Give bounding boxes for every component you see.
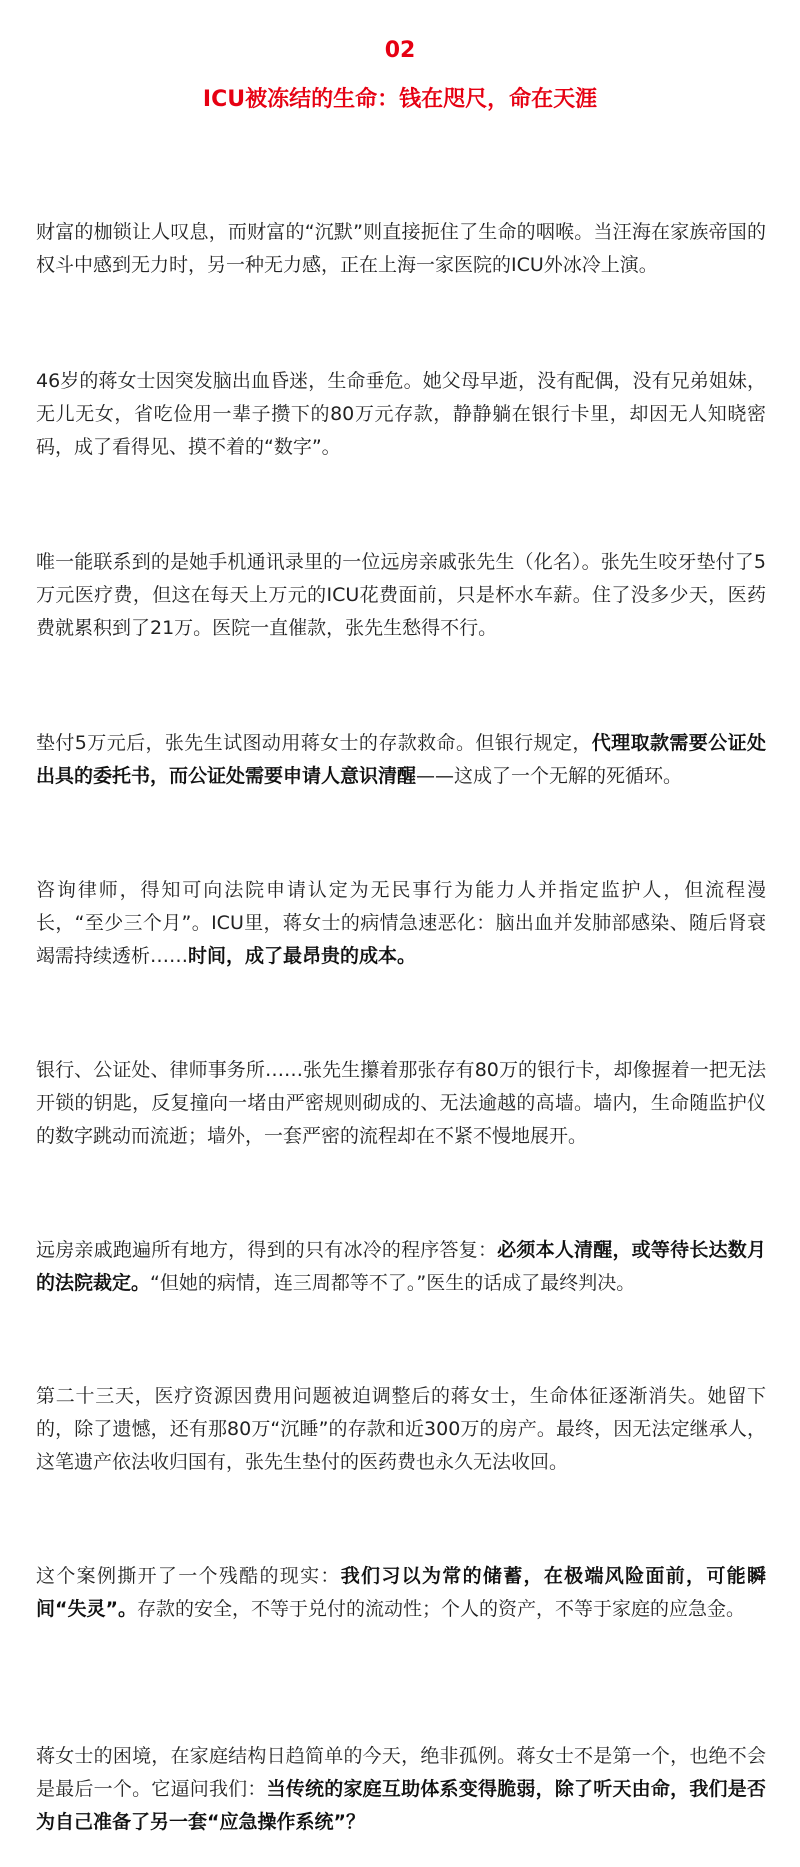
section-title: ICU被冻结的生命：钱在咫尺，命在天涯: [202, 87, 598, 112]
paragraph-text: 存款的安全，不等于兑付的流动性；个人的资产，不等于家庭的应急金。: [136, 1598, 745, 1620]
paragraph-text: 46岁的蒋女士因突发脑出血昏迷，生命垂危。她父母早逝，没有配偶，没有兄弟姐妹，无儿无女，省吃俭用一辈子攒下的80万元存款，静静躺在银行卡里，却因无人知晓密码，成了看得见、摸不着的“数字”。: [36, 370, 766, 458]
paragraph-6: [36, 1054, 766, 1153]
bold-emphasis-text: 时间，成了最昂贵的成本。: [188, 945, 417, 967]
paragraph-9: [36, 1560, 766, 1626]
paragraph-5: [36, 874, 766, 973]
paragraph-text: 咨询律师，得知可向法院申请认定为无民事行为能力人并指定监护人，但流程漫长，“至少三个月”。ICU里，蒋女士的病情急速恶化：脑出血并发肺部感染、随后肾衰竭需持续透析……: [36, 879, 766, 967]
paragraph-text: 唯一能联系到的是她手机通讯录里的一位远房亲戚张先生（化名）。张先生咬牙垫付了5万元医疗费，但这在每天上万元的ICU花费面前，只是杯水车薪。住了没多少天，医药费就累积到了21万。医院一直催款，张先生愁得不行。: [36, 551, 766, 639]
paragraph-3: [36, 546, 766, 645]
paragraph-text: 财富的枷锁让人叹息，而财富的“沉默”则直接扼住了生命的咽喉。当汪海在家族帝国的权斗中感到无力时，另一种无力感，正在上海一家医院的ICU外冰冷上演。: [36, 221, 766, 276]
paragraph-1: [36, 216, 766, 282]
section-number: 02: [384, 38, 416, 63]
paragraph-text: 第二十三天，医疗资源因费用问题被迫调整后的蒋女士，生命体征逐渐消失。她留下的，除了遗憾，还有那80万“沉睡”的存款和近300万的房产。最终，因无法定继承人，这笔遗产依法收归国有，张先生垫付的医药费也永久无法收回。: [36, 1385, 766, 1473]
paragraph-text: 银行、公证处、律师事务所……张先生攥着那张存有80万的银行卡，却像握着一把无法开锁的钥匙，反复撞向一堵由严密规则砌成的、无法逾越的高墙。墙内，生命随监护仪的数字跳动而流逝；墙外，一套严密的流程却在不紧不慢地展开。: [36, 1059, 766, 1147]
paragraph-4: [36, 727, 766, 793]
paragraph-8: [36, 1380, 766, 1479]
paragraph-10: [36, 1740, 766, 1839]
paragraph-text: 蒋女士的困境，在家庭结构日趋简单的今天，绝非孤例。蒋女士不是第一个，也绝不会是最后一个。它逼问我们：: [36, 1745, 766, 1800]
bold-emphasis-text: 必须本人清醒，或等待长达数月的法院裁定。: [36, 1239, 766, 1294]
bold-emphasis-text: 当传统的家庭互助体系变得脆弱，除了听天由命，我们是否为自己准备了另一套“应急操作系统”？: [36, 1778, 766, 1833]
paragraph-text: 远房亲戚跑遍所有地方，得到的只有冰冷的程序答复：: [36, 1239, 498, 1261]
bold-emphasis-text: 代理取款需要公证处出具的委托书，而公证处需要申请人意识清醒: [36, 732, 766, 787]
paragraph-text: ——这成了一个无解的死循环。: [416, 765, 683, 787]
bold-emphasis-text: 我们习以为常的储蓄，在极端风险面前，可能瞬间“失灵”。: [36, 1565, 766, 1620]
paragraph-2: [36, 365, 766, 464]
paragraph-text: 垫付5万元后，张先生试图动用蒋女士的存款救命。但银行规定，: [36, 732, 592, 754]
paragraph-text: 这个案例撕开了一个残酷的现实：: [36, 1565, 341, 1587]
paragraph-text: “但她的病情，连三周都等不了。”医生的话成了最终判决。: [150, 1272, 636, 1294]
paragraph-7: [36, 1234, 766, 1300]
